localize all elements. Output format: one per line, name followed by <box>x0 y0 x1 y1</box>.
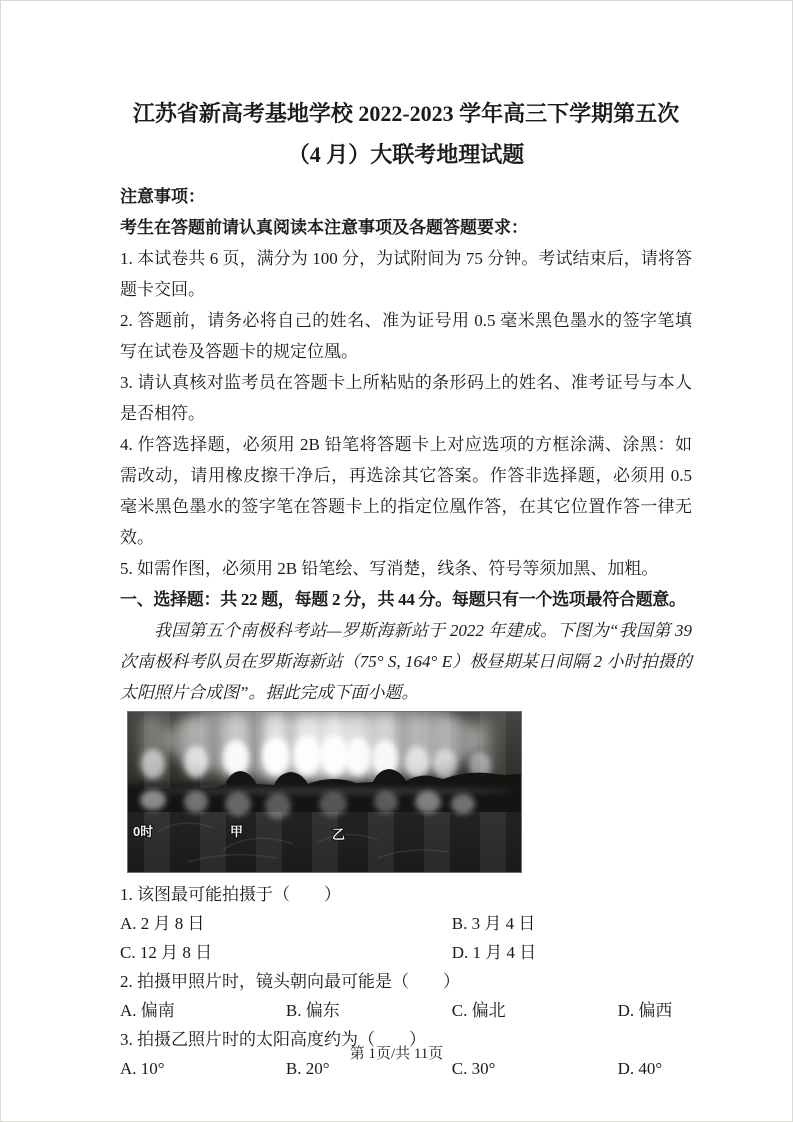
question-1-options <box>120 909 692 967</box>
question-1-stem: 1. 该图最可能拍摄于（ ） <box>120 885 341 904</box>
question-2-option-d: D. 偏西 <box>617 1001 673 1020</box>
question-2-option-a: A. 偏南 <box>120 1001 175 1020</box>
title-line-2: （4 月）大联考地理试题 <box>287 142 525 167</box>
section-heading: 一、选择题：共 22 题，每题 2 分，共 44 分。每题只有一个选项最符合题意。 <box>120 590 686 609</box>
question-2-option-c: C. 偏北 <box>451 1001 506 1020</box>
question-3-option-b: B. 20° <box>285 1059 330 1078</box>
photo-label-jia: 甲 <box>230 824 244 839</box>
question-3-option-a: A. 10° <box>120 1059 165 1078</box>
question-1-option-d: D. 1 月 4 日 <box>451 943 537 962</box>
photo-label-0h: 0时 <box>133 824 154 839</box>
question-2-option-b: B. 偏东 <box>285 1001 340 1020</box>
question-1-option-c: C. 12 月 8 日 <box>120 943 213 962</box>
notice-section <box>120 181 692 584</box>
question-3-stem: 3. 拍摄乙照片时的太阳高度约为（ ） <box>120 1030 426 1049</box>
question-2-options <box>120 996 692 1025</box>
sun-path-photo-graphic <box>128 712 521 872</box>
page-content <box>1 93 792 1083</box>
notice-item-4: 4. 作答选择题，必须用 2B 铅笔将答题卡上对应选项的方框涂满、涂黑：如需改动，请用橡皮擦干净后，再选涂其它答案。作答非选择题，必须用 0.5 毫米黑色墨水的签字笔在答题卡上的指定位凰作答，在其它位置作答一律无效。 <box>120 435 692 547</box>
question-2-stem: 2. 拍摄甲照片时，镜头朝向最可能是（ ） <box>120 972 460 991</box>
question-2 <box>120 967 692 1025</box>
notice-heading: 注意事项： <box>120 187 205 206</box>
question-1 <box>120 880 692 967</box>
photo-label-yi: 乙 <box>332 827 346 842</box>
question-1-option-a: A. 2 月 8 日 <box>120 914 205 933</box>
notice-item-1: 1. 本试卷共 6 页，满分为 100 分，为试附间为 75 分钟。考试结束后，请将答题卡交回。 <box>120 249 692 299</box>
notice-item-2: 2. 答题前，请务必将自己的姓名、准为证号用 0.5 毫米黑色墨水的签字笔填写在试卷及答题卡的规定位凰。 <box>120 311 692 361</box>
question-3-option-c: C. 30° <box>451 1059 496 1078</box>
notice-intro: 考生在答题前请认真阅读本注意事项及各题答题要求： <box>120 218 528 237</box>
sun-composite-photo <box>128 712 521 872</box>
question-1-option-b: B. 3 月 4 日 <box>451 914 536 933</box>
notice-item-5: 5. 如需作图，必须用 2B 铅笔绘、写消楚，线条、符号等须加黑、加粗。 <box>120 559 659 578</box>
question-passage: 我国第五个南极科考站—罗斯海新站于 2022 年建成。下图为“我国第 39 次南极科考队员在罗斯海新站（75° S, 164° E）极昼期某日间隔 2 小时拍摄的太阳照片合成图”。据此完成下面小题。 <box>120 621 692 702</box>
page-title <box>120 93 692 175</box>
title-line-1: 江苏省新高考基地学校 2022-2023 学年高三下学期第五次 <box>132 101 680 126</box>
notice-item-3: 3. 请认真核对监考员在答题卡上所粘贴的条形码上的姓名、准考证号与本人是否相符。 <box>120 373 692 423</box>
page-footer: 第 1页/共 11页 <box>349 1046 444 1062</box>
question-3-option-d: D. 40° <box>617 1059 663 1078</box>
